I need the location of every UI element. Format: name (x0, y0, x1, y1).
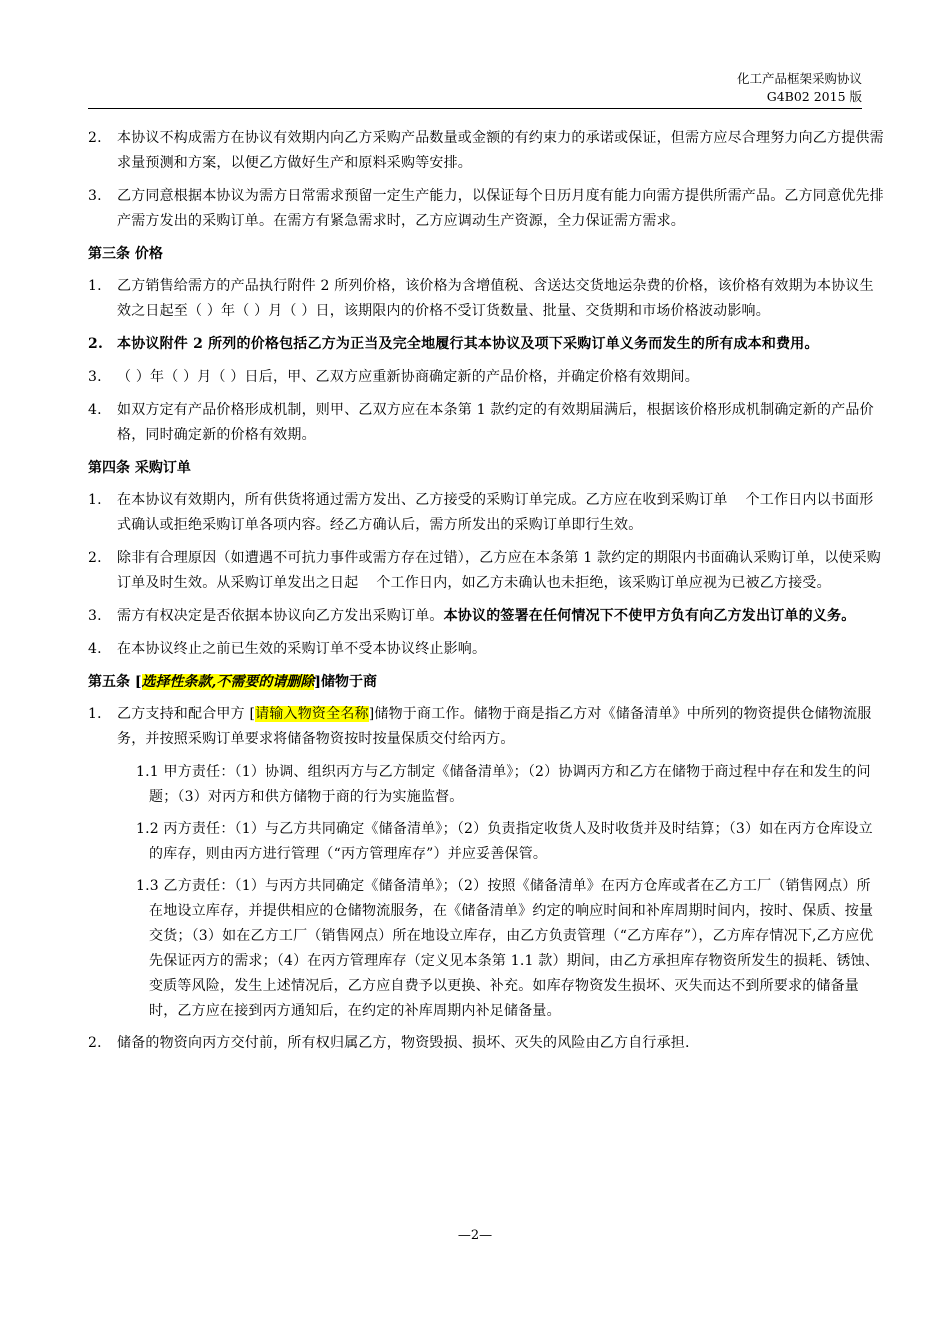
item-number: 3. (88, 369, 102, 385)
item-number: 2． (88, 1035, 112, 1051)
item-number: 4. (88, 641, 102, 657)
section-heading-price: 第三条 价格 (88, 246, 163, 262)
item-text: 乙方销售给需方的产品执行附件 2 所列价格，该价格为含增值税、含送达交货地运杂费的价格，该价格有效期为本协议生效之日起至（ ）年（ ）月（ ）日，该期限内的价格不受订货数量、批量、交货期和市场价格波动影响。 (117, 278, 874, 319)
item-text: 在本协议终止之前已生效的采购订单不受本协议终止影响。 (117, 641, 487, 657)
sub-item-text: 1.2 丙方责任：（1）与乙方共同确定《储备清单》；（2）负责指定收货人及时收货并及时结算；（3）如在丙方仓库设立的库存，则由丙方进行管理（“丙方管理库存”）并应妥善保管。 (136, 821, 873, 862)
item-text: 如双方定有产品价格形成机制，则甲、乙双方应在本条第 1 款约定的有效期届满后，根据该价格形成机制确定新的产品价格，同时确定新的价格有效期。 (117, 402, 874, 443)
section-suffix: ]储物于商 (314, 674, 377, 690)
page-number: —2— (457, 1228, 493, 1243)
page-header (737, 70, 862, 106)
clause-4-4 (88, 637, 884, 662)
clause-5-1-1 (136, 760, 884, 810)
header-code: G4B02 2015 版 (766, 89, 862, 104)
item-number: 3. (88, 608, 102, 624)
sub-item-text: 1.1 甲方责任：（1）协调、组织丙方与乙方制定《储备清单》；（2）协调丙方和乙方在储物于商过程中存在和发生的问题；（3）对丙方和供方储物于商的行为实施监督。 (136, 764, 871, 805)
item-number: 1. (88, 492, 102, 508)
clause-3-4 (88, 398, 884, 448)
item-text: 本协议附件 2 所列的价格包括乙方为正当及完全地履行其本协议及项下采购订单义务而发生的所有成本和费用。 (117, 336, 819, 352)
clause-5-1-2 (136, 817, 884, 867)
item-text-part-a: 乙方支持和配合甲方 [ (117, 706, 256, 722)
clause-3-1 (88, 274, 884, 324)
item-text: 乙方同意根据本协议为需方日常需求预留一定生产能力，以保证每个日历月度有能力向需方提供所需产品。乙方同意优先排产需方发出的采购订单。在需方有紧急需求时，乙方应调动生产资源，全力保证需方需求。 (117, 188, 884, 229)
section-prefix: 第五条 [ (88, 674, 142, 690)
sub-item-text: 1.3 乙方责任：（1）与丙方共同确定《储备清单》；（2）按照《储备清单》在丙方仓库或者在乙方工厂（销售网点）所在地设立库存，并提供相应的仓储物流服务，在《储备清单》约定的响应时间和补库周期时间内，按时、保质、按量交货；（3）如在乙方工厂（销售网点）所在地设立库存，由乙方负责管理（“乙方库存”），乙方库存情况下,乙方应优先保证丙方的需求；（4）在丙方管理库存（定义见本条第 1.1 款）期间，由乙方承担库存物资所发生的损耗、锈蚀、变质等风险，发生上述情况后，乙方应自费予以更换、补充。如库存物资发生损坏、灭失而达不到所要求的储备量时，乙方应在接到丙方通知后，在约定的补库周期内补足储备量。 (136, 878, 880, 1019)
optional-clause-note: 选择性条款,不需要的请删除 (141, 674, 315, 690)
header-rule (88, 108, 862, 109)
item-number: 1. (88, 278, 102, 294)
item-text-bold: 本协议的签署在任何情况下不使甲方负有向乙方发出订单的义务。 (443, 608, 856, 624)
clause-5-1 (88, 702, 884, 752)
clause-4-3 (88, 604, 884, 629)
clause-3-2 (88, 332, 884, 357)
header-title: 化工产品框架采购协议 (736, 71, 862, 86)
item-text: 储备的物资向丙方交付前，所有权归属乙方，物资毁损、损坏、灭失的风险由乙方自行承担. (117, 1035, 690, 1051)
section-heading-purchase-order: 第四条 采购订单 (88, 460, 191, 476)
item-text-part-b: 个工作日内，如乙方未确认也未拒绝，该采购订单应视为已被乙方接受。 (376, 575, 831, 591)
item-text-part-b: 个工作日内以书面形式确认或拒绝采购订单各项内容。经乙方确认后，需方所发出的采购订单即行生效。 (117, 492, 874, 533)
item-number: 3. (88, 188, 102, 204)
clause-4-2 (88, 546, 884, 596)
item-text-part-a: 在本协议有效期内，所有供货将通过需方发出、乙方接受的采购订单完成。乙方应在收到采购订单 (117, 492, 728, 508)
material-name-placeholder[interactable]: 请输入物资全名称 (255, 706, 369, 722)
item-number: 4. (88, 402, 102, 418)
item-text: 本协议不构成需方在协议有效期内向乙方采购产品数量或金额的有约束力的承诺或保证，但需方应尽合理努力向乙方提供需求量预测和方案，以便乙方做好生产和原料采购等安排。 (117, 130, 884, 171)
item-text-part-a: 需方有权决定是否依据本协议向乙方发出采购订单。 (117, 608, 444, 624)
clause-4-1 (88, 488, 884, 538)
item-number: 2. (88, 336, 104, 352)
item-number: 2. (88, 130, 102, 146)
item-number: 2. (88, 550, 102, 566)
item-number: 1． (88, 706, 112, 722)
section-heading-storage (88, 670, 884, 695)
clause-3-3 (88, 365, 884, 390)
item-text-part-a: 除非有合理原因（如遭遇不可抗力事件或需方存在过错），乙方应在本条第 1 款约定的期限内书面确认采购订单，以使采购订单及时生效。从采购订单发出之日起 (117, 550, 882, 591)
item-text-part-b: ]储物于商工作。储物于商是指乙方对《储备清单》中所列的物资提供仓储物流服务，并按照采购订单要求将储备物资按时按量保质交付给丙方。 (117, 706, 872, 747)
clause-5-1-3 (136, 874, 884, 1024)
clause-5-2 (88, 1031, 884, 1056)
clause-2-3 (88, 184, 884, 234)
document-body (88, 126, 884, 1064)
item-text: （ ）年（ ）月（ ）日后，甲、乙双方应重新协商确定新的产品价格，并确定价格有效期间。 (117, 369, 699, 385)
clause-2-2 (88, 126, 884, 176)
